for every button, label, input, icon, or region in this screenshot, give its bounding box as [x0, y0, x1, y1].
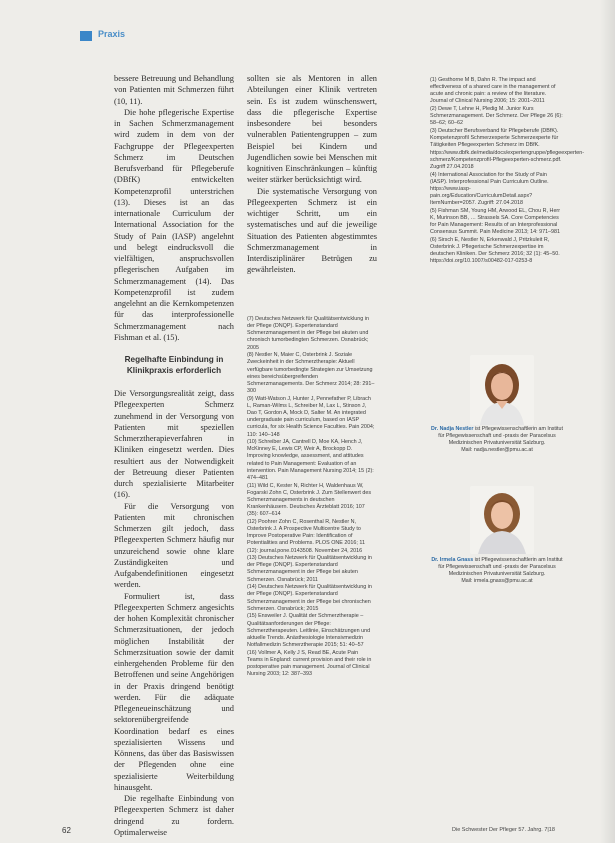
paragraph: Formuliert ist, dass Pflegeexperten Schmerz angesichts der hohen Komplexität chronischer Schmerzsituationen, der jedoch möglichen Instabilität der Schmerzsituation sowie der damit einhergehenden Probleme für den Betroffenen und seine Angehörigen in der Praxis dringend benötigt werden. Für die adäquate Pflegeneueinschätzung und sektorenübergreifende Koordination bedarf es eines spezialisierten Wissens und Könnens, das über das Basiswissen der Pflegenden ohne eine spezialisierte Weiterbildung hinausgeht. — [114, 591, 234, 792]
journal-footer: Die Schwester Der Pfleger 57. Jahrg. 7|18 — [452, 827, 555, 833]
reference-list-middle — [247, 316, 375, 679]
reference-item: (13) Deutsches Netzwerk für Qualitätsentwicklung in der Pflege (DNQP). Expertenstandard Schmerzmanagement in der Pflege bei akuten Schmerzen. Osnabrück; 2011 — [247, 555, 372, 583]
body-column-left — [114, 73, 234, 838]
reference-item: (3) Deutscher Berufsverband für Pflegeberufe (DBfK). Kompetenzprofil Schmerzexperte Schmerzexperte für Tätigkeiten Pflegeexperten Schmerz im DBfK. https://www.dbfk.de/media/docs/expertengruppe/pflegeexperten-schmerz/Kompetenzprofil-Pflegeexperten-schmerz.pdf. Zugriff 27.04.2018 — [430, 128, 585, 170]
reference-list-right — [430, 77, 585, 266]
author-caption-nestler — [430, 426, 564, 454]
reference-item: (14) Deutsches Netzwerk für Qualitätsentwicklung in der Pflege (DNQP). Expertenstandard Schmerzmanagement in der Pflege bei chronischen Schmerzen. Osnabrück; 2015 — [247, 584, 372, 612]
page-shadow — [600, 0, 615, 843]
author-description: ist Pflegewissenschaftlerin am Institut für Pflegewissenschaft und -praxis der Paracelsus Medizinischen Privatuniversität Salzburg. — [438, 426, 563, 446]
paragraph: bessere Betreuung und Behandlung von Patienten mit Schmerzen führt (10, 11). — [114, 74, 234, 106]
author-email: Mail: nadja.nestler@pmu.ac.at — [461, 447, 533, 453]
paragraph: Die hohe pflegerische Expertise in Sachen Schmerzmanagement wird zudem in dem von der Fachgruppe der Pflegeexperten Schmerz im Deutschen Berufsverband für Pflegeberufe (DBfK) entwickelten Kompetenzprofil unterstrichen (13). Dieses ist an das internationale Curriculum der International Association for the Study of Pain (IASP) angelehnt und belegt eindrucksvoll die vielfältigen, anspruchsvollen pflegerischen Aufgaben im Schmerzmanagement (14). Das Kompetenzprofil ist zudem angelehnt an die Kernkompetenzen für das interprofessionelle Schmerzmanagement nach Fishman et al. (15). — [114, 107, 234, 342]
reference-item: (4) International Association for the Study of Pain (IASP). Interprofessional Pain Curriculum Outline. https://www.iasp-pain.org/Education/CurriculumDetail.aspx?ItemNumber=2057. Zugriff: 27.04.2018 — [430, 171, 549, 207]
reference-item: (15) Ensweiler J. Qualität der Schmerztherapie – Qualitätsanforderungen der Pflege: Schmerztherapeuten. Leitlinie, Einschätzungen und aktuelle Trends. Anästhesiologie Intensivmedizin Notfallmedizin Schmerztherapie 2015; 51: 40–57 — [247, 613, 371, 649]
reference-item: (12) Poohrer Zohn C, Rosenthal R, Nestler N, Osterbrink J. A Prospective Multicentre Study to Improve Postoperative Pain: Identification of Potentialities and Problems. PLOS ONE 2016; 11 (12): journal.pone.0143508. November 24, 2016 — [247, 518, 365, 554]
author-photo-nestler — [470, 355, 534, 425]
section-marker — [80, 31, 92, 41]
page-number: 62 — [62, 826, 71, 835]
author-email: Mail: irmela.gnass@pmu.ac.at — [461, 578, 533, 584]
section-label: Praxis — [98, 29, 126, 39]
author-description: ist Pflegewissenschaftlerin am Institut für Pflegewissenschaft und -praxis der Paracelsus Medizinischen Privatuniversität Salzburg. — [438, 557, 563, 577]
author-name: Dr. Nadja Nestler — [431, 426, 474, 432]
reference-item: (11) Wild C, Kester N, Richter H, Waldenhaus W, Fogarski Zohn C, Osterbrink J. Zum Stellenwert des Schmerzmanagements in deutschen Krankenhäusern. Deutsches Ärzteblatt 2016; 107 (35): 607–614 — [247, 482, 372, 518]
reference-item: (10) Schreiber JA, Cantrell D, Moe KA, Hench J, McKinney E, Lewis CP, Weir A, Brockopp D. Improving knowledge, assessment, and attitudes related to Pain Management: Evaluation of an intervention. Pain Management Nursing 2014; 15 (2): 474–481 — [247, 439, 374, 481]
paragraph: Die Versorgungsrealität zeigt, dass Pflegeexperten Schmerz zunehmend in der Versorgung von Patienten mit speziellen Schmerztherapieverfahren in Kliniken eingesetzt werden. Dies resultiert aus der Notwendigkeit der Betreuung dieser Patienten durch spezialisierte Mitarbeiter (16). — [114, 389, 234, 500]
reference-item: (7) Deutsches Netzwerk für Qualitätsentwicklung in der Pflege (DNQP). Expertenstandard Schmerzmanagement in der Pflege bei akuten und chronisch tumorbedingten Schmerzen. Osnabrück; 2005 — [247, 316, 369, 351]
author-name: Dr. Irmela Gnass — [431, 557, 474, 563]
reference-item: (16) Vollmer A, Kelly J S, Read BE, Acute Pain Teams in England: current provision and their role in postoperative pain management. Journal of Clinical Nursing 2003; 12: 387–393 — [247, 649, 372, 678]
author-photo-gnass — [470, 486, 534, 554]
reference-item: (6) Sirsch E, Nestler N, Erkenwald J, Pritzkuleit R, Osterbrink J. Pflegerische Schmerzexpertise im deutschen Kliniken. Der Schmerz 2016; 32 (1): 45–50. https://doi.org/10.1007/s00482-017-0253-8 — [430, 236, 560, 265]
body-column-middle — [247, 73, 377, 276]
paragraph: Die systematische Versorgung von Pflegeexperten Schmerz ist ein wichtiger Schritt, um ein systematisches und auf die jeweilige Situation des Patienten abgestimmtes Schmerzmanagement in Interdisziplinärer Betrügen zu gewährleisten. — [247, 186, 377, 275]
reference-item: (1) Gesthorne M B, Dahn R. The impact and effectiveness of a shared care in the management of acute and chronic pain: a review of the literature. Journal of Clinical Nursing 2006; 15: 2001–2011 — [430, 77, 556, 105]
paragraph: Die regelhafte Einbindung von Pflegeexperten Schmerz ist daher dringend zu fordern. Optimalerweise — [114, 794, 234, 837]
author-caption-gnass — [430, 557, 564, 585]
reference-item: (5) Fishman SM, Young HM, Arwood EL, Chou R, Herr K, Murinson BB, … Strassels SA. Core Competencies for Pain Management: Results of an Interprofessional Consensus Summit. Pain Medicine 2013; 14: 971–981 — [430, 207, 561, 236]
paragraph: Für die Versorgung von Patienten mit chronischen Schmerzen gilt jedoch, dass Pflegeexperten Schmerz häufig nur unzureichend sowie ohne klare Zuständigkeiten und Aufgabendefinitionen eingesetzt werden. — [114, 501, 234, 590]
reference-item: (2) Dewe T, Lehne H, Pledig M. Junior Kurs Schmerzmanagement. Der Schmerz. Der Pflege 26 (6): 58–62; 60–62 — [430, 106, 563, 127]
subheading: Regelhafte Einbindung in Klinikpraxis erforderlich — [124, 355, 224, 375]
paragraph: sollten sie als Mentoren in allen Abteilungen einer Klinik vertreten sein. Es ist zudem wünschenswert, dass die pflegerische Expertise insbesondere bei besonders vulnerablen Patientengruppen – zum Beispiel bei Kindern und Jugendlichen sowie bei Menschen mit kognitiven Einschränkungen – künftig weiter stärker berücksichtigt wird. — [247, 74, 377, 185]
reference-item: (8) Nestler N, Maier C, Osterbrink J. Soziale Zweckeinheit in der Schmerztherapie: Aktuell verfügbare tumorbedingte Strategien zur Umsetzung eines bereichsübergreifenden Schmerzmanagements. Der Schmerz 2014; 28: 291–300 — [247, 352, 375, 395]
reference-item: (9) Watt-Watson J, Hunter J, Pennefather P, Librach L, Raman-Wilms L, Schreiber M, Lax L, Stinson J, Dao T, Gordon A, Mock D, Salter M. An integrated undergraduate pain curriculum, based on IASP curricula, for six Health Science Faculties. Pain 2004; 110: 140–148 — [247, 395, 375, 438]
